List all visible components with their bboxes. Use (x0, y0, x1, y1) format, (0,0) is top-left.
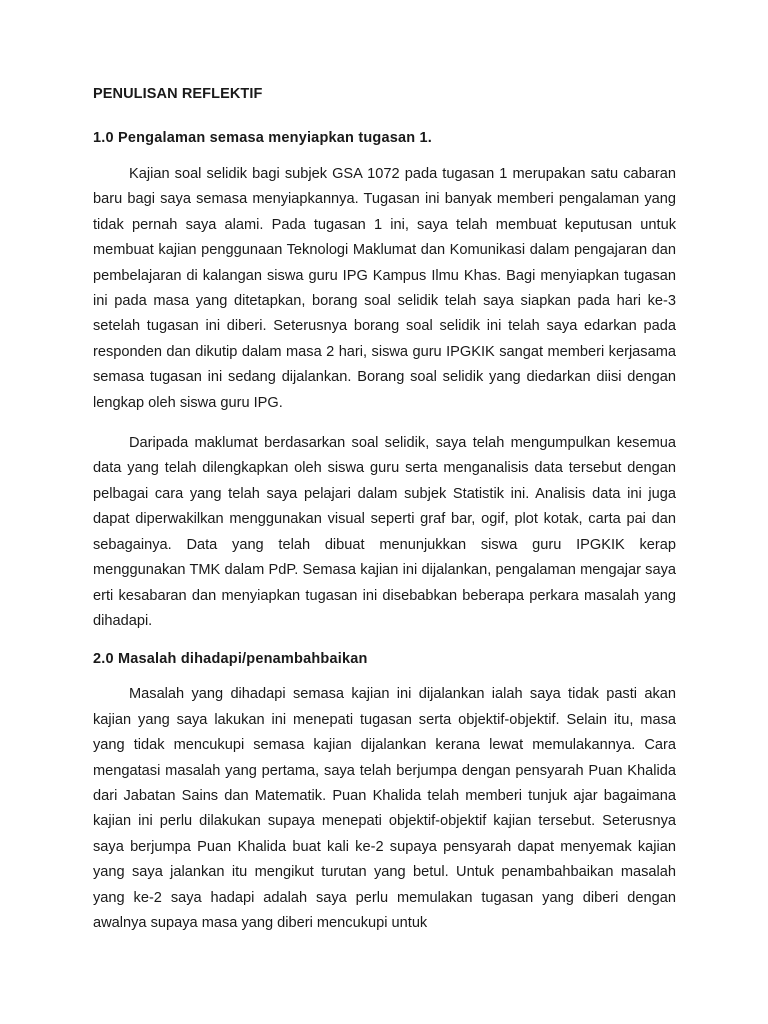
section-heading-2: 2.0 Masalah dihadapi/penambahbaikan (93, 651, 368, 668)
section-1-paragraph-2: Daripada maklumat berdasarkan soal selidik, saya telah mengumpulkan kesemua data yang telah dilengkapkan oleh siswa guru serta menganalisis data tersebut dengan pelbagai cara yang telah saya pelajari dalam subjek Statistik ini. Analisis data ini juga dapat diperwakilkan menggunakan visual seperti graf bar, ogif, plot kotak, carta pai dan sebagainya. Data yang telah dibuat menunjukkan siswa guru IPGKIK kerap menggunakan TMK dalam PdP. Semasa kajian ini dijalankan, pengalaman mengajar saya erti kesabaran dan menyiapkan tugasan ini disebabkan beberapa perkara masalah yang dihadapi. (93, 435, 676, 629)
document-page (93, 84, 676, 951)
section-1-paragraph-1: Kajian soal selidik bagi subjek GSA 1072 pada tugasan 1 merupakan satu cabaran baru bagi saya semasa menyiapkannya. Tugasan ini banyak memberi pengalaman yang tidak pernah saya alami. Pada tugasan 1 ini, saya telah membuat keputusan untuk membuat kajian penggunaan Teknologi Maklumat dan Komunikasi dalam pengajaran dan pembelajaran di kalangan siswa guru IPG Kampus Ilmu Khas. Bagi menyiapkan tugasan ini pada masa yang ditetapkan, borang soal selidik telah saya siapkan pada hari ke-3 setelah tugasan ini diberi. Seterusnya borang soal selidik ini telah saya edarkan pada responden dan dikutip dalam masa 2 hari, siswa guru IPGKIK sangat memberi kerjasama semasa tugasan ini sedang dijalankan. Borang soal selidik yang diedarkan diisi dengan lengkap oleh siswa guru IPG. (93, 166, 676, 411)
document-title: PENULISAN REFLEKTIF (93, 86, 263, 102)
section-2-paragraph-1: Masalah yang dihadapi semasa kajian ini dijalankan ialah saya tidak pasti akan kajian yang saya lakukan ini menepati tugasan serta objektif-objektif. Selain itu, masa yang tidak mencukupi semasa kajian dijalankan kerana lewat memulakannya. Cara mengatasi masalah yang pertama, saya telah berjumpa dengan pensyarah Puan Khalida dari Jabatan Sains dan Matematik. Puan Khalida telah memberi tunjuk ajar bagaimana kajian ini perlu dilakukan supaya menepati objektif-objektif kajian tersebut. Seterusnya saya berjumpa Puan Khalida buat kali ke-2 supaya pensyarah dapat menyemak kajian yang saya jalankan itu mengikut turutan yang betul. Untuk penambahbaikan masalah yang ke-2 saya hadapi adalah saya perlu memulakan tugasan yang diberi dengan awalnya supaya masa yang diberi mencukupi untuk (93, 686, 676, 931)
section-heading-1: 1.0 Pengalaman semasa menyiapkan tugasan 1. (93, 130, 433, 146)
